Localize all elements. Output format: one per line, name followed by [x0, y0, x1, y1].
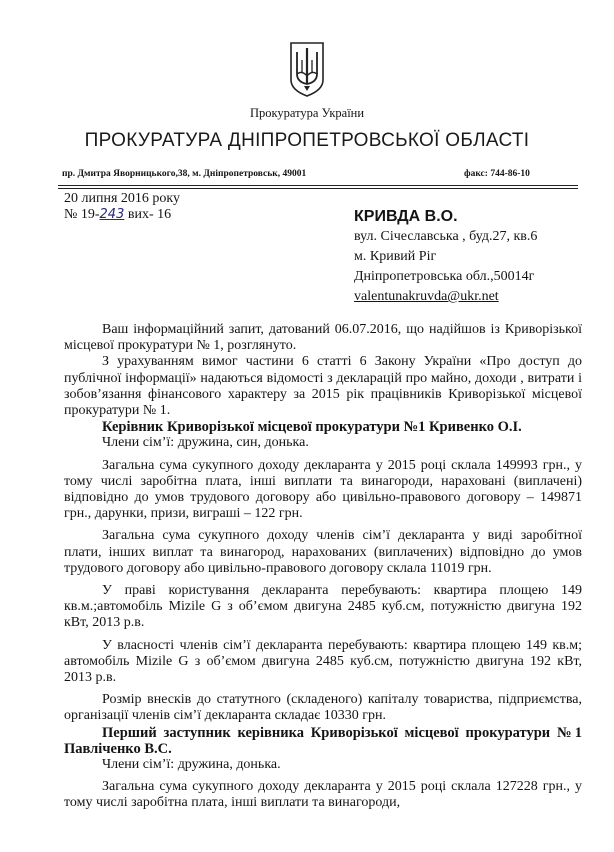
header-divider-thin	[58, 185, 578, 186]
paragraph-capital-contribution-1: Розмір внесків до статутного (складеного) капіталу товариства, підприємства, організації членів сім’ї декларанта складає 10330 грн.	[64, 692, 582, 724]
letter-body	[64, 322, 582, 812]
paragraph-family-property-1: У власності членів сім’ї декларанта перебувають: квартира площею 149 кв.м; автомобіль Mizile G з об’ємом двигуна 2485 куб.см, потужністю двигуна 192 кВт, 2013 р.в.	[64, 637, 582, 686]
outgoing-number-prefix: № 19-	[64, 207, 100, 222]
recipient-block	[354, 207, 537, 307]
paragraph-property-use-1: У праві користування декларанта перебувають: квартира площею 149 кв.м.;автомобіль Mizile G з об’ємом двигуна 2485 куб.см, потужністю двигуна 192 кВт, 2013 р.в.	[64, 583, 582, 631]
outgoing-number-handwritten: 243	[99, 207, 125, 222]
outgoing-number	[64, 207, 171, 223]
paragraph-family-1: Члени сім’ї: дружина, син, донька.	[102, 435, 309, 451]
organization-title: ПРОКУРАТУРА ДНІПРОПЕТРОВСЬКОЇ ОБЛАСТІ	[84, 130, 530, 151]
paragraph-law-reference: З урахуванням вимог частини 6 статті 6 Закону України «Про доступ до публічної інформації» надаються відомості з декларацій про майно, доходи , витрати і зобов’язання фінансового характеру за 2015 рік працівників Криворізької місцевої прокуратури № 1.	[64, 354, 582, 419]
paragraph-request: Ваш інформаційний запит, датований 06.07.2016, що надійшов із Криворізької місцевої прокуратури № 1, розглянуто.	[64, 322, 582, 354]
recipient-name: КРИВДА В.О.	[354, 208, 458, 225]
recipient-email: valentunakruvda@ukr.net	[354, 289, 499, 304]
outgoing-number-suffix: вих- 16	[124, 207, 172, 222]
paragraph-family-income-1: Загальна сума сукупного доходу членів сім’ї декларанта у виді заробітної плати, інших виплат та винагород, нарахованих (виплачених) відповідно до умов трудового договору або цивільно-правового договору склала 11019 грн.	[64, 528, 582, 576]
paragraph-income-1: Загальна сума сукупного доходу декларанта у 2015 році склала 149993 грн., у тому числі заробітна плата, інші виплати та винагороди, нараховані (виплачені) відповідно до умов трудового договору або цивільно-правового договору – 149871 грн., дарунки, призи, виграші – 122 грн.	[64, 457, 582, 522]
recipient-street: вул. Січеславська , буд.27, кв.6	[354, 229, 538, 244]
outgoing-date: 20 липня 2016 року	[64, 191, 181, 206]
trident-emblem-icon	[288, 40, 326, 98]
recipient-region: Дніпропетровська обл.,50014г	[354, 269, 535, 284]
ministry-name: Прокуратура України	[249, 106, 365, 120]
organization-address: пр. Дмитра Яворницького,38, м. Дніпропетровськ, 49001	[62, 169, 307, 179]
organization-fax: факс: 744-86-10	[464, 169, 530, 179]
paragraph-income-2: Загальна сума сукупного доходу декларанта у 2015 році склала 127228 грн., у тому числі заробітна плата, інші виплати та винагороди,	[64, 779, 582, 811]
paragraph-family-2: Члени сім’ї: дружина, донька.	[102, 757, 281, 773]
heading-head-prosecutor: Керівник Криворізької місцевої прокуратури №1 Кривенко О.І.	[102, 419, 522, 436]
header-divider-thick	[58, 188, 578, 189]
heading-first-deputy: Перший заступник керівника Криворізької місцевої прокуратури №1 Павліченко В.С.	[64, 724, 582, 757]
recipient-city: м. Кривий Ріг	[354, 249, 437, 264]
